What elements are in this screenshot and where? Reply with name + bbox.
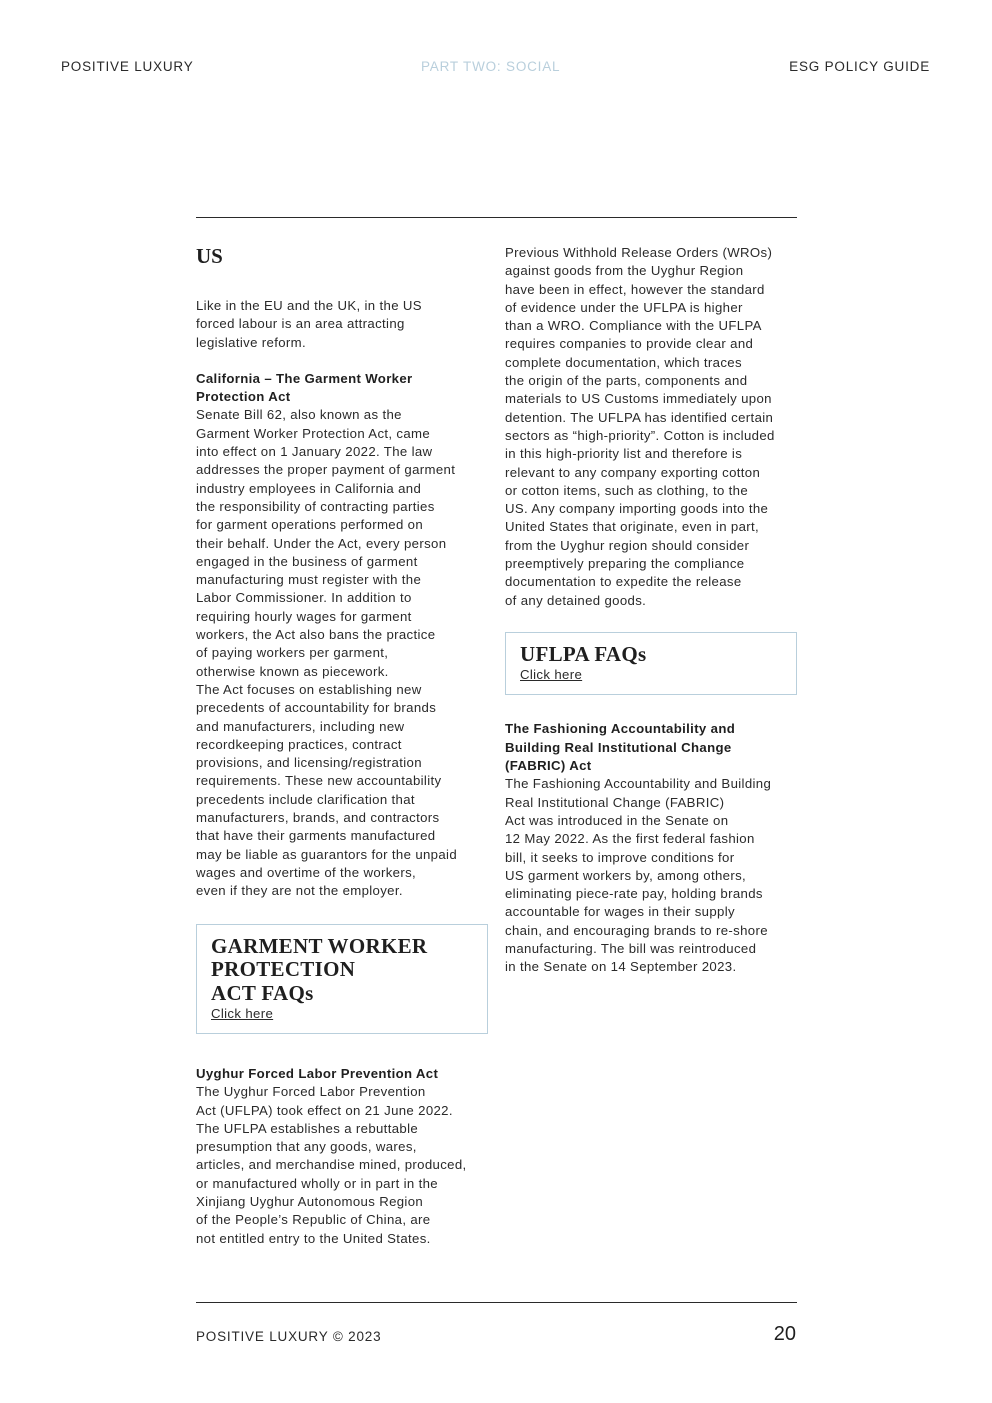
garment-worker-faq-link[interactable]: Click here: [211, 1006, 274, 1021]
uflpa-faq-box: [505, 632, 797, 696]
uflpa-paragraph: The Uyghur Forced Labor Prevention Act (UFLPA) took effect on 21 June 2022. The UFLPA establishes a rebuttable presumption that any goods, wares, articles, and merchandise mined, produced, or manufactured wholly or in part in the Xinjiang Uyghur Autonomous Region of the People’s Republic of China, are not entitled entry to the United States.: [196, 1084, 467, 1246]
right-column: [505, 244, 797, 977]
header-section: PART TWO: SOCIAL: [421, 59, 561, 74]
garment-worker-faq-box: [196, 924, 488, 1035]
uflpa-heading: Uyghur Forced Labor Prevention Act: [196, 1066, 439, 1081]
california-act-paragraph: Senate Bill 62, also known as the Garment Worker Protection Act, came into effect on 1 January 2022. The law addresses the proper payment of garment industry employees in California and the responsibility of contracting parties for garment operations performed on their behalf. Under the Act, every person engaged in the business of garment manufacturing must register with the Labor Commissioner. In addition to requiring hourly wages for garment workers, the Act also bans the practice of paying workers per garment, otherwise known as piecework. The Act focuses on establishing new precedents of accountability for brands and manufacturers, including new recordkeeping practices, contract provisions, and licensing/registration requirements. These new accountability precedents include clarification that manufacturers, brands, and contractors that have their garments manufactured may be liable as guarantors for the unpaid wages and overtime of the workers, even if they are not the employer.: [196, 407, 458, 899]
wro-paragraph: Previous Withhold Release Orders (WROs) against goods from the Uyghur Region have been in effect, however the standard of evidence under the UFLPA is higher than a WRO. Compliance with the UFLPA requires companies to provide clear and complete documentation, which traces the origin of the parts, components and materials to US Customs immediately upon detention. The UFLPA has identified certain sectors as “high-priority”. Cotton is included in this high-priority list and therefore is relevant to any company exporting cotton or cotton items, such as clothing, to the US. Any company importing goods into the United States that originate, even in part, from the Uyghur region should consider preemptively preparing the compliance documentation to expedite the release of any detained goods.: [505, 245, 775, 608]
uflpa-faq-link[interactable]: Click here: [520, 667, 583, 683]
left-column: [196, 244, 488, 1248]
california-act-heading: California – The Garment Worker Protection Act: [196, 370, 413, 405]
fabric-act-paragraph: The Fashioning Accountability and Building Real Institutional Change (FABRIC) Act was introduced in the Senate on 12 May 2022. As the first federal fashion bill, it seeks to improve conditions for US garment workers by, among others, eliminating piece-rate pay, holding brands accountable for wages in their supply chain, and encouraging brands to re-shore manufacturing. The bill was reintroduced in the Senate on 14 September 2023.: [505, 776, 772, 975]
bottom-divider: [196, 1302, 797, 1303]
header-guide-title: ESG POLICY GUIDE: [789, 59, 930, 74]
uflpa-faq-title: UFLPA FAQs: [520, 641, 647, 666]
garment-worker-faq-title: GARMENT WORKER PROTECTION ACT FAQs: [211, 933, 428, 1005]
page-number: 20: [773, 1323, 796, 1345]
section-title-us: US: [196, 244, 223, 268]
us-intro-paragraph: Like in the EU and the UK, in the US forced labour is an area attracting legislative reform.: [196, 298, 422, 350]
footer-copyright: POSITIVE LUXURY © 2023: [196, 1329, 382, 1344]
top-divider: [196, 217, 797, 218]
header-brand: POSITIVE LUXURY: [61, 59, 194, 74]
fabric-act-heading: The Fashioning Accountability and Building Real Institutional Change (FABRIC) Act: [505, 721, 736, 774]
